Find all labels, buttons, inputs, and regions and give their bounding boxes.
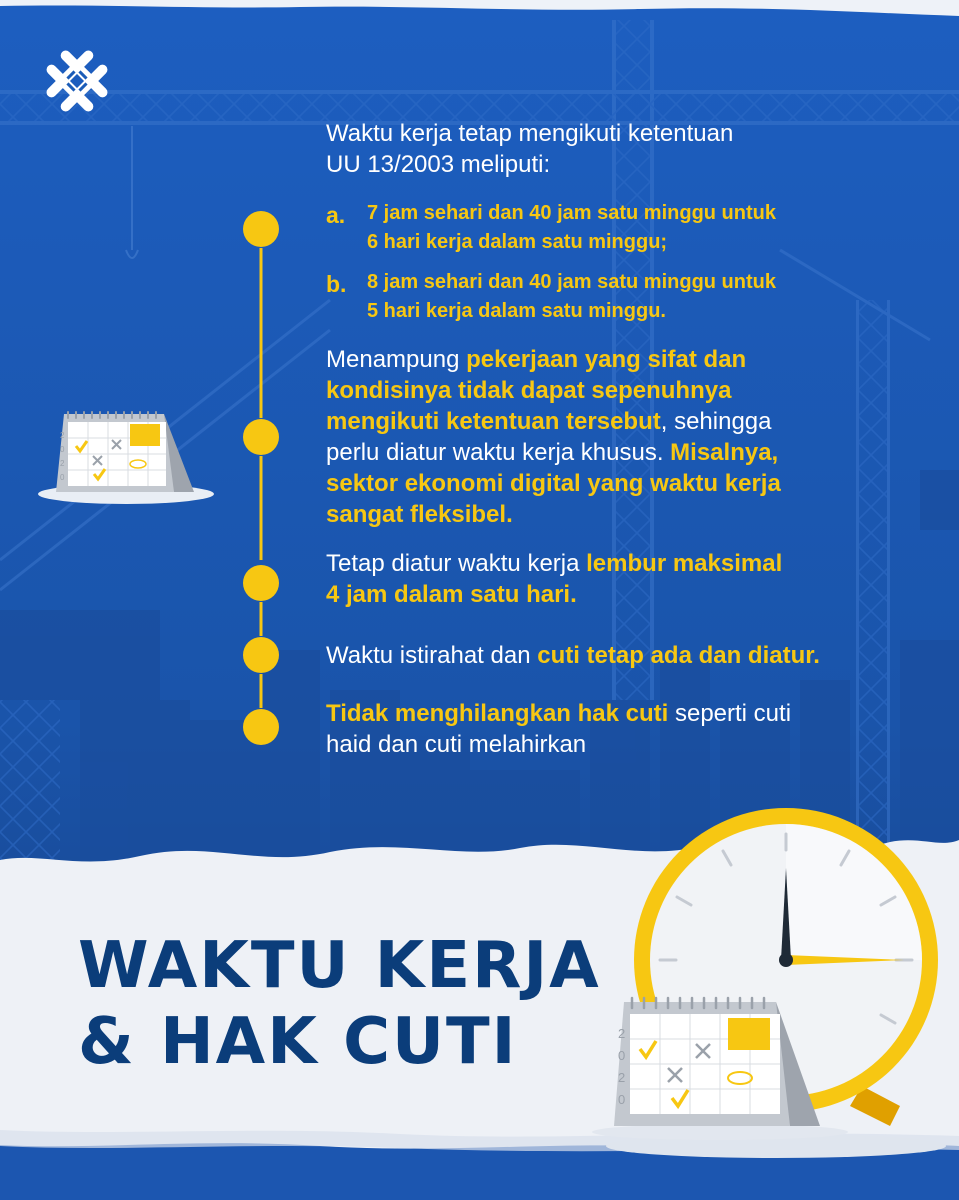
title-line: WAKTU KERJA [78,929,601,1003]
point-highlight: kondisinya tidak dapat sepenuhnya [326,377,732,404]
intro-line: UU 13/2003 meliputi: [326,151,551,178]
svg-text:0: 0 [60,445,65,454]
intro-line: Waktu kerja tetap mengikuti ketentuan [326,120,734,147]
point-text: haid dan cuti melahirkan [326,731,587,758]
svg-text:2: 2 [618,1070,626,1085]
point-highlight: sektor ekonomi digital yang waktu kerja [326,470,781,497]
point-text: Tetap diatur waktu kerja [326,550,587,577]
svg-text:2: 2 [618,1026,626,1041]
point-highlight: Misalnya, [670,439,779,466]
point-flexible-work [326,344,926,530]
option-marker: b. [326,271,347,297]
intro-text [326,118,886,180]
timeline-dot [243,565,279,601]
point-overtime [326,548,926,610]
svg-text:2: 2 [60,431,65,440]
point-text: , sehingga [660,408,772,435]
title-line: & HAK CUTI [78,1005,518,1079]
point-highlight: mengikuti ketentuan tersebut [326,408,661,435]
point-highlight: 4 jam dalam satu hari. [326,581,577,608]
option-marker: a. [326,202,346,228]
point-highlight: pekerjaan yang sifat dan [466,346,747,373]
point-text: Waktu istirahat dan [326,642,538,669]
point-rest-leave [326,640,926,671]
timeline-dot [243,419,279,455]
point-text: Menampung [326,346,467,373]
option-line: 7 jam sehari dan 40 jam satu minggu untuk [367,202,776,224]
timeline-dot [243,637,279,673]
page-title [78,928,618,1080]
point-highlight: cuti tetap ada dan diatur. [537,642,820,669]
point-highlight: sangat fleksibel. [326,501,513,528]
calendar-icon [38,408,216,506]
svg-text:0: 0 [618,1092,626,1107]
option-line: 6 hari kerja dalam satu minggu; [367,231,668,253]
point-highlight: Tidak menghilangkan hak cuti [326,700,669,727]
calendar-icon [590,994,850,1140]
point-text: seperti cuti [668,700,792,727]
option-line: 8 jam sehari dan 40 jam satu minggu untuk [367,271,776,293]
svg-text:0: 0 [60,473,65,482]
svg-text:2: 2 [60,459,65,468]
timeline-dot [243,709,279,745]
option-line: 5 hari kerja dalam satu minggu. [367,300,666,322]
timeline-dot [243,211,279,247]
svg-text:0: 0 [618,1048,626,1063]
point-highlight: lembur maksimal [586,550,783,577]
point-leave-rights [326,698,926,760]
point-text: perlu diatur waktu kerja khusus. [326,439,671,466]
